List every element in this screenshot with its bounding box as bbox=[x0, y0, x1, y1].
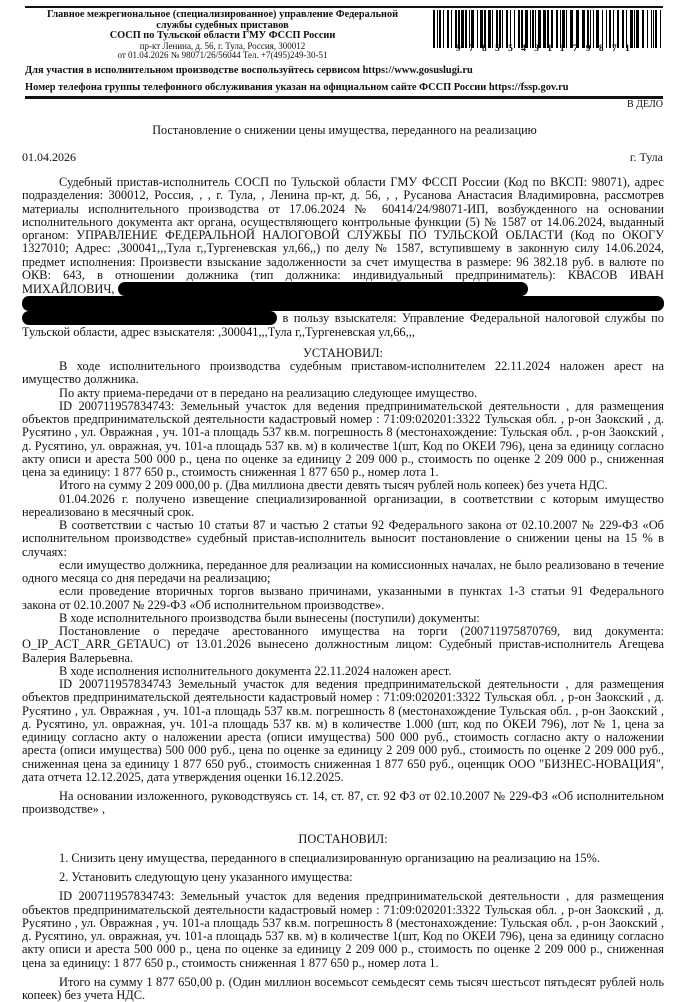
barcode-bar bbox=[636, 10, 639, 48]
barcode-bar bbox=[532, 10, 534, 48]
barcode-bar bbox=[551, 10, 553, 48]
barcode-bar bbox=[477, 10, 478, 48]
header-rule bbox=[25, 96, 663, 99]
paragraph: Постановление о передаче арестованного имущества на торги (200711975870769, вид документа: O_IP_ACT_ARR_GETAUC) от 13.01.2026 вынесено должностным лицом: Судебный пристав-исполнитель Агещева Валерия Валерьевна. bbox=[22, 624, 664, 665]
paragraph: На основании изложенного, руководствуясь ст. 14, ст. 87, ст. 92 ФЗ от 02.10.2007 № 229-ФЗ «Об исполнительном производстве» , bbox=[22, 789, 664, 817]
barcode-bar bbox=[630, 10, 633, 48]
org-name-line1: Главное межрегиональное (специализированное) управление Федеральной bbox=[46, 9, 399, 20]
barcode-digits: 97855431179871 bbox=[455, 44, 639, 54]
barcode-bar bbox=[439, 10, 441, 48]
gosuslugi-notice: Для участия в исполнительном производстве воспользуйтесь сервисом https://www.gosuslugi.ru bbox=[25, 65, 473, 76]
barcode-bar bbox=[642, 10, 644, 48]
barcode-bar bbox=[496, 10, 498, 48]
barcode-bar bbox=[570, 10, 573, 48]
barcode-bar bbox=[556, 10, 558, 48]
paragraph: В ходе исполнительного производства были вынесены (поступили) документы: bbox=[59, 610, 480, 625]
barcode-bar bbox=[521, 10, 523, 48]
postanovil-heading: ПОСТАНОВИЛ: bbox=[298, 831, 388, 846]
barcode-bar bbox=[560, 10, 561, 48]
barcode-bar bbox=[484, 10, 486, 48]
barcode-bar bbox=[437, 10, 438, 48]
barcode-bar bbox=[593, 10, 594, 48]
barcode-bar bbox=[525, 10, 528, 48]
document-date: 01.04.2026 bbox=[22, 150, 76, 164]
barcode-bar bbox=[660, 10, 661, 48]
department-address: пр-кт Ленина, д. 56, г. Тула, Россия, 300012 bbox=[139, 40, 306, 51]
property-description: ID 200711957834743: Земельный участок для ведения предпринимательской деятельности , для размещения объектов предпринимательской деятельности кадастровый номер : 71:09:020201:3322 Тульская обл. , р-он Заокский , д. Русятино , ул. Овражная , уч. 101-а площадь 537 кв.м. погрешность 8 (местонахождение: Тульская обл. , р-он Заокский , д. Русятино, ул. овражная, уч. 101-а площадь 537 кв. м) в количестве 1(шт, Код по ОКЕИ 796), цена за единицу согласно акту описи и ареста 500 000 р., цена по оценке за единицу 2 209 000 р., стоимость по оценке 2 209 000 р., сниженная цена за единицу: 1 877 650 р., стоимость сниженная 1 877 650 р., номер лота 1. bbox=[22, 398, 664, 479]
barcode-bar bbox=[480, 10, 483, 48]
barcode-bar bbox=[653, 10, 654, 48]
barcode-bar bbox=[606, 10, 607, 48]
barcode-bar bbox=[469, 10, 470, 48]
barcode-bar bbox=[547, 10, 549, 48]
paragraph: Итого на сумму 2 209 000,00 р. (Два миллиона двести девять тысяч рублей ноль копеек) без учета НДС. bbox=[59, 478, 608, 493]
barcode-bar bbox=[538, 10, 541, 48]
barcode bbox=[433, 10, 661, 48]
intro-text: Судебный пристав-исполнитель СОСП по Тульской области ГМУ ФССП России (Код по ВКСП: 98071), адрес подразделения: 300012, Россия, , , г. Тула, , Ленина пр-кт, д. 56, , , Русанова Анастасия Владимировна, рассмотрев материалы исполнительного производства от 17.06.2024 № 60414/24/98071-ИП, возбужденного на основании исполнительного документа акт органа, осуществляющего контрольные функции (5) № 1587 от 14.06.2024, выданный органом: УПРАВЛЕНИЕ ФЕДЕРАЛЬНОЙ НАЛОГОВОЙ СЛУЖБЫ ПО ТУЛЬСКОЙ ОБЛАСТИ (Код по ОКОГУ 1327010; Адрес: ,300041,,,Тула г,,Тургеневская ул,66,,) по делу № 1587, вступившему в законную силу 14.06.2024, предмет исполнения: Произвести взыскание задолженности за счет имущества в размере: 96 382.18 руб. в валюте по ОКВ: 643, в отношении должника (тип должника: индивидуальный предприниматель): КВАСОВ ИВАН МИХАЙЛОВИЧ, bbox=[22, 175, 664, 296]
top-rule bbox=[25, 6, 663, 8]
barcode-bar bbox=[499, 10, 501, 48]
barcode-bar bbox=[587, 10, 589, 48]
barcode-bar bbox=[566, 10, 567, 48]
barcode-bar bbox=[647, 10, 648, 48]
barcode-bar bbox=[626, 10, 627, 48]
barcode-bar bbox=[510, 10, 511, 48]
department-name: СОСП по Тульской области ГМУ ФССП России bbox=[109, 30, 336, 42]
barcode-bar bbox=[609, 10, 611, 48]
document-city: г. Тула bbox=[629, 150, 663, 164]
paragraph: В ходе исполнения исполнительного документа 22.11.2024 наложен арест. bbox=[59, 663, 452, 678]
barcode-bar bbox=[458, 10, 460, 48]
property-description: ID 200711957834743 Земельный участок для ведения предпринимательской деятельности , для размещения объектов предпринимательской деятельности кадастровый номер : 71:09:020201:3322 Тульская обл. , р-он Заокский , д. Русятино , ул. Овражная , уч. 101-а площадь 537 кв.м. погрешность 8 (местонахождение Тульская обл. , р-он Заокский , д. Русятино, ул. овражная, уч. 101-а площадь 537 кв. м) в количестве 1.000 (шт, код по ОКЕИ 796), лот № 1, цена за единицу согласно акту о наложении ареста (описи имущества) 500 000 руб., стоимость согласно акту о наложении ареста (описи имущества) 500 000 руб., цена по оценке за единицу 2 209 000 руб., стоимость по оценке 2 209 000 руб., сниженная цена за единицу 1 877 650 руб., стоимость сниженная 1 877 650 руб., оценщик ООО "БИЗНЕС-НОВАЦИЯ", дата отчета 12.12.2025, дата утверждения оценки 16.12.2025. bbox=[22, 677, 664, 784]
property-description: ID 200711957834743: Земельный участок для ведения предпринимательской деятельности , для размещения объектов предпринимательской деятельности кадастровый номер : 71:09:020201:3322 Тульская обл. , р-он Заокский , д. Русятино , ул. Овражная , уч. 101-а площадь 537 кв.м. погрешность 8 (местонахождение: Тульская обл. , р-он Заокский , д. Русятино, ул. овражная, уч. 101-а площадь 537 кв. м) в количестве 1(шт, Код по ОКЕИ 796), цена за единицу согласно акту описи и ареста 500 000 р., цена по оценке за единицу 2 209 000 р., стоимость по оценке 2 209 000 р., сниженная цена за единицу: 1 877 650 р., стоимость сниженная 1 877 650 р., номер лота 1. bbox=[22, 889, 664, 970]
barcode-bar bbox=[596, 10, 599, 48]
intro-text-claimant: в пользу взыскателя: Управление Федеральной налоговой службы по Тульской области, адрес взыскателя: ,300041,,,Тула г,,Тургеневская ул,66,,, bbox=[22, 311, 664, 339]
v-delo-mark: В ДЕЛО bbox=[627, 99, 663, 110]
document-reference: от 01.04.2026 № 98071/26/56044 Тел. +7(495)249-30-51 bbox=[117, 50, 328, 61]
barcode-bar bbox=[447, 10, 449, 48]
paragraph: В соответствии с частью 10 статьи 87 и частью 2 статьи 92 Федерального закона от 02.10.2007 № 229-ФЗ «Об исполнительном производстве» судебный пристав-исполнитель выносит постановление о снижении цены на 15 % в случаях: bbox=[22, 518, 664, 559]
redaction bbox=[118, 282, 528, 296]
barcode-bar bbox=[455, 10, 457, 48]
barcode-bar bbox=[492, 10, 493, 48]
barcode-bar bbox=[530, 10, 531, 48]
redaction bbox=[22, 311, 277, 325]
barcode-bar bbox=[518, 10, 520, 48]
barcode-bar bbox=[543, 10, 546, 48]
barcode-bar bbox=[535, 10, 536, 48]
resolution-item: 2. Установить следующую цену указанного имущества: bbox=[59, 870, 353, 884]
issuer-header bbox=[25, 10, 420, 61]
phone-notice: Номер телефона группы телефонного обслуживания указан на официальном сайте ФССП России https://fssp.gov.ru bbox=[25, 82, 569, 93]
document-body bbox=[22, 176, 664, 1002]
document-title: Постановление о снижении цены имущества, переданного на реализацию bbox=[152, 123, 537, 137]
barcode-bar bbox=[451, 10, 452, 48]
barcode-bar bbox=[461, 10, 464, 48]
paragraph: если имущество должника, переданное для реализации на комиссионных началах, не было реализовано в течение одного месяца со дня передачи на реализацию; bbox=[22, 557, 664, 585]
barcode-bar bbox=[433, 10, 435, 48]
barcode-bar bbox=[590, 10, 591, 48]
barcode-bar bbox=[471, 10, 474, 48]
barcode-bar bbox=[502, 10, 503, 48]
ustanovil-heading: УСТАНОВИЛ: bbox=[303, 345, 383, 360]
barcode-bar bbox=[582, 10, 585, 48]
resolution-item: 1. Снизить цену имущества, переданного в специализированную организацию на реализацию на 15%. bbox=[59, 850, 600, 865]
barcode-bar bbox=[602, 10, 603, 48]
barcode-bar bbox=[443, 10, 444, 48]
paragraph: По акту приема-передачи от в передано на реализацию следующее имущество. bbox=[59, 385, 478, 400]
redaction bbox=[22, 296, 664, 311]
barcode-bar bbox=[506, 10, 508, 48]
barcode-bar bbox=[622, 10, 624, 48]
barcode-bar bbox=[634, 10, 635, 48]
paragraph: 01.04.2026 г. получено извещение специализированной организации, в соответствии с которым имущество нереализовано в месячный срок. bbox=[22, 491, 664, 519]
barcode-bar bbox=[613, 10, 614, 48]
org-name-line2: службы судебных приставов bbox=[156, 19, 289, 31]
barcode-bar bbox=[514, 10, 515, 48]
total-amount: Итого на сумму 1 877 650,00 р. (Один миллион восемьсот семьдесят семь тысяч шестьсот пятьдесят рублей ноль копеек) без учета НДС. bbox=[22, 974, 664, 1002]
barcode-bar bbox=[465, 10, 467, 48]
barcode-bar bbox=[617, 10, 619, 48]
barcode-bar bbox=[651, 10, 652, 48]
barcode-bar bbox=[562, 10, 565, 48]
barcode-bar bbox=[488, 10, 491, 48]
paragraph: если проведение вторичных торгов вызвано причинами, указанными в пунктах 1-3 статьи 91 Федерального закона от 02.10.2007 № 229-ФЗ «Об исполнительном производстве». bbox=[22, 584, 664, 612]
barcode-bar bbox=[655, 10, 657, 48]
intro-paragraph bbox=[22, 176, 664, 339]
paragraph: В ходе исполнительного производства судебным приставом-исполнителем 22.11.2024 наложен арест на имущество должника. bbox=[22, 359, 664, 387]
barcode-bar bbox=[576, 10, 579, 48]
